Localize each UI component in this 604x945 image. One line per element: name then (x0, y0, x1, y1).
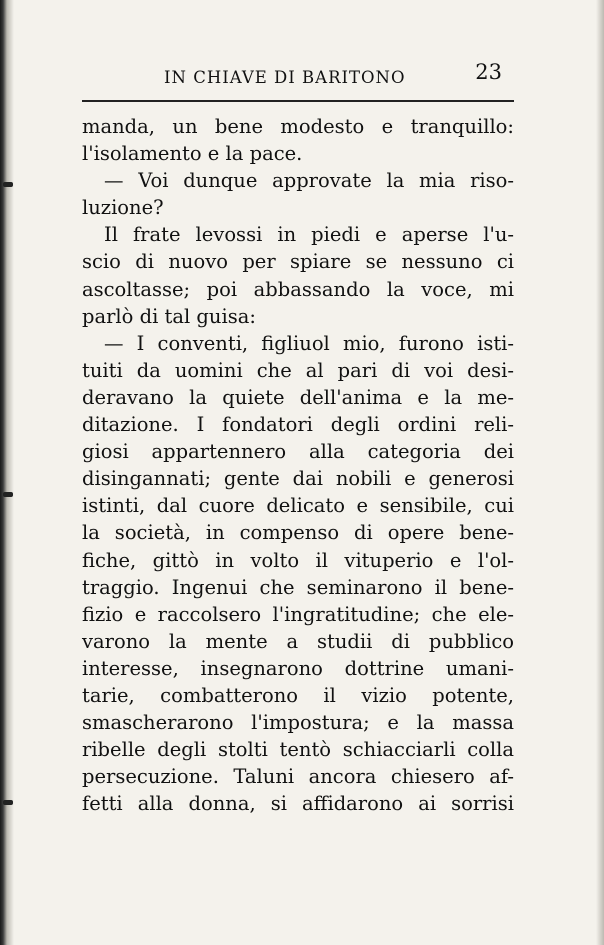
page-right-edge (596, 0, 604, 945)
text-line: — Voi dunque approvate la mia riso- (104, 169, 514, 193)
text-line: — I conventi, figliuol mio, furono isti- (104, 331, 514, 355)
running-title: IN CHIAVE DI BARITONO (164, 68, 406, 87)
binding-stitch (3, 492, 13, 497)
page-header (82, 60, 510, 90)
text-line: luzione? (82, 196, 164, 220)
text-line: tuiti da uomini che al pari di voi desi- (82, 358, 514, 382)
text-line: istinti, dal cuore delicato e sensibile, cui (82, 494, 514, 518)
body-text (82, 113, 514, 817)
text-line: fizio e raccolsero l'ingratitudine; che ele- (82, 602, 514, 626)
text-line: interesse, insegnarono dottrine umani- (82, 656, 514, 680)
binding-stitch (3, 182, 13, 187)
text-line: fetti alla donna, si affidarono ai sorrisi (82, 792, 514, 816)
text-line: smascherarono l'impostura; e la massa (82, 711, 514, 735)
text-line: varono la mente a studii di pubblico (82, 629, 514, 653)
text-line: traggio. Ingenui che seminarono il bene- (82, 575, 514, 599)
text-line: tarie, combatterono il vizio potente, (82, 683, 514, 707)
text-line: la società, in compenso di opere bene- (82, 521, 514, 545)
text-line: scio di nuovo per spiare se nessuno ci (82, 250, 514, 274)
text-line: deravano la quiete dell'anima e la me- (82, 385, 514, 409)
text-line: ditazione. I fondatori degli ordini reli- (82, 413, 514, 437)
text-line: fiche, gittò in volto il vituperio e l'ol- (82, 548, 514, 572)
binding-stitch (3, 800, 13, 805)
text-line: persecuzione. Taluni ancora chiesero af- (82, 765, 514, 789)
text-line: ascoltasse; poi abbassando la voce, mi (82, 277, 514, 301)
text-line: ribelle degli stolti tentò schiacciarli colla (82, 738, 514, 762)
text-line: giosi appartennero alla categoria dei (82, 440, 514, 464)
text-line: parlò di tal guisa: (82, 304, 256, 328)
text-line: l'isolamento e la pace. (82, 142, 303, 166)
text-line: manda, un bene modesto e tranquillo: (82, 115, 514, 138)
text-line: Il frate levossi in piedi e aperse l'u- (104, 223, 514, 247)
text-line: disingannati; gente dai nobili e generosi (82, 467, 514, 491)
page-number: 23 (475, 60, 502, 84)
header-rule (82, 100, 514, 102)
